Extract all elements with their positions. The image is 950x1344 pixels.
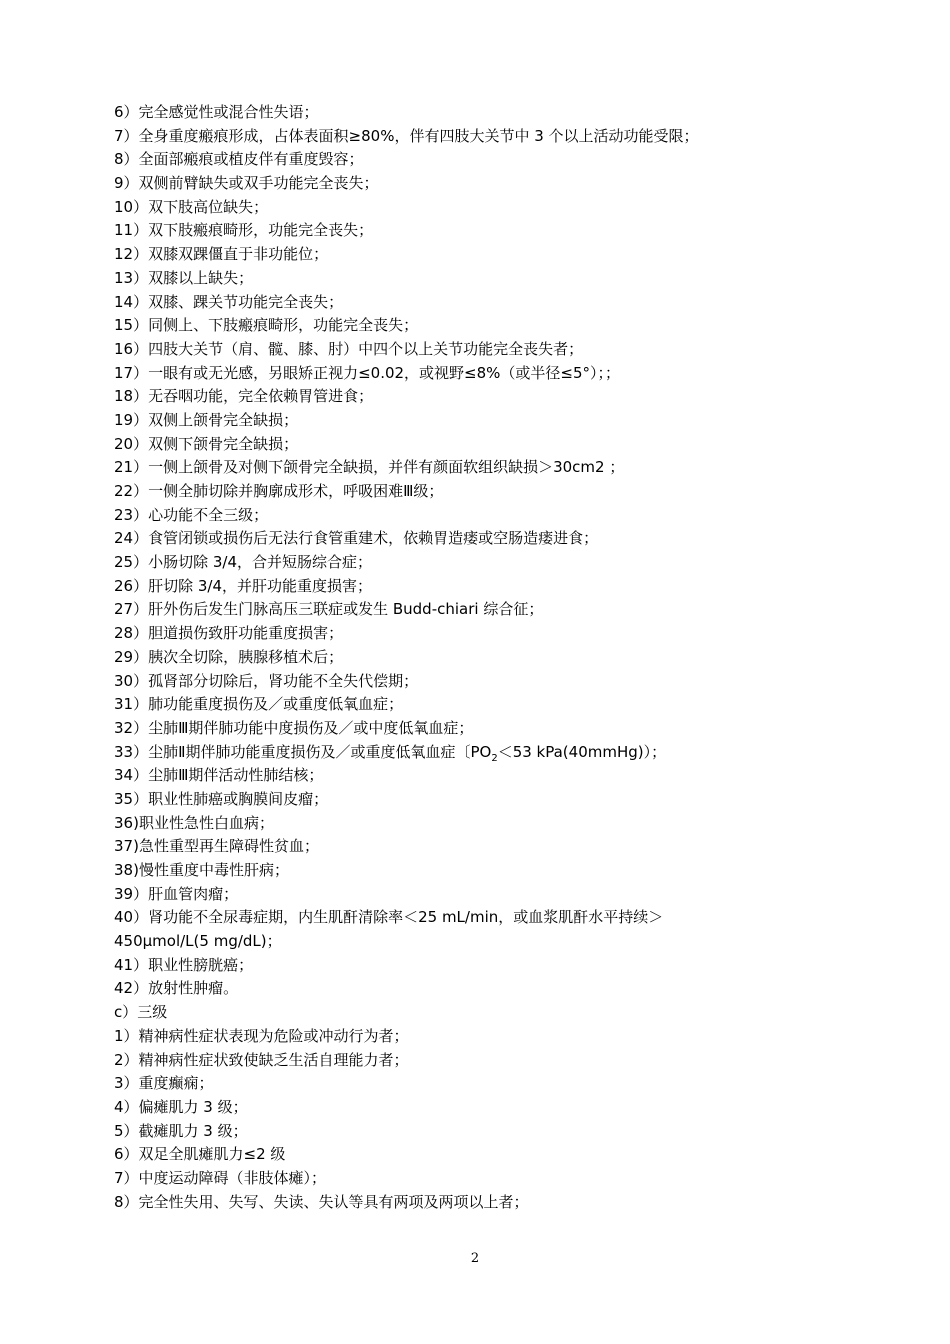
text-line: 26）肝切除 3/4，并肝功能重度损害； bbox=[114, 576, 372, 595]
text-line: 9）双侧前臂缺失或双手功能完全丧失； bbox=[114, 174, 379, 193]
text-line: 7）中度运动障碍（非肢体瘫）； bbox=[114, 1168, 327, 1187]
text-line: 15）同侧上、下肢瘢痕畸形，功能完全丧失； bbox=[114, 316, 419, 335]
subscript: 2 bbox=[491, 752, 498, 764]
text-line: 39）肝血管肉瘤； bbox=[114, 884, 239, 903]
text-line: 3）重度癫痫； bbox=[114, 1074, 214, 1093]
text-line: 27）肝外伤后发生门脉高压三联症或发生 Budd-chiari 综合征； bbox=[114, 600, 544, 619]
text-line: 12）双膝双踝僵直于非功能位； bbox=[114, 245, 329, 264]
text-line: 32）尘肺Ⅲ期伴肺功能中度损伤及／或中度低氧血症； bbox=[114, 718, 474, 737]
text-line: 19）双侧上颌骨完全缺损； bbox=[114, 410, 299, 429]
text-line: 29）胰次全切除，胰腺移植术后； bbox=[114, 647, 344, 666]
text-line: 22）一侧全肺切除并胸廓成形术，呼吸困难Ⅲ级； bbox=[114, 482, 444, 500]
text-line: 31）肺功能重度损伤及／或重度低氧血症； bbox=[114, 695, 404, 714]
text-line: 28）胆道损伤致肝功能重度损害； bbox=[114, 624, 344, 643]
text-line: 6）完全感觉性或混合性失语； bbox=[114, 103, 319, 121]
text-line: 30）孤肾部分切除后，肾功能不全失代偿期； bbox=[114, 671, 419, 690]
text-line: 36)职业性急性白血病； bbox=[114, 813, 274, 832]
text-line: 34）尘肺Ⅲ期伴活动性肺结核； bbox=[114, 766, 324, 785]
text-line: 41）职业性膀胱癌； bbox=[114, 955, 254, 974]
text-line: 21）一侧上颌骨及对侧下颌骨完全缺损，并伴有颜面软组织缺损＞30cm2 ； bbox=[114, 458, 625, 477]
text-line: 20）双侧下颌骨完全缺损； bbox=[114, 434, 299, 453]
text-line: 11）双下肢瘢痕畸形，功能完全丧失； bbox=[114, 221, 374, 240]
text-line: 17）一眼有或无光感，另眼矫正视力≤0.02，或视野≤8%（或半径≤5°）；； bbox=[114, 363, 621, 382]
text-line: 4）偏瘫肌力 3 级； bbox=[114, 1097, 248, 1116]
text-line: 35）职业性肺癌或胸膜间皮瘤； bbox=[114, 789, 329, 808]
text-line bbox=[114, 741, 834, 765]
text-line: c）三级 bbox=[114, 1003, 168, 1022]
text-line: 23）心功能不全三级； bbox=[114, 505, 269, 524]
text-line: 10）双下肢高位缺失； bbox=[114, 197, 269, 216]
text-line: 450μmol/L(5 mg/dL)； bbox=[114, 932, 282, 951]
text-line-segment: ＜53 kPa(40mmHg)）； bbox=[497, 742, 667, 761]
text-line: 38)慢性重度中毒性肝病； bbox=[114, 861, 289, 879]
text-line: 14）双膝、踝关节功能完全丧失； bbox=[114, 292, 344, 311]
text-line: 37)急性重型再生障碍性贫血； bbox=[114, 837, 319, 856]
text-line: 5）截瘫肌力 3 级； bbox=[114, 1121, 248, 1140]
text-line: 40）肾功能不全尿毒症期，内生肌酐清除率＜25 mL/min，或血浆肌酐水平持续＞ bbox=[114, 908, 664, 927]
text-line: 1）精神病性症状表现为危险或冲动行为者； bbox=[114, 1026, 409, 1045]
document-body bbox=[114, 101, 834, 1214]
text-line: 13）双膝以上缺失； bbox=[114, 268, 254, 287]
text-line: 18）无吞咽功能，完全依赖胃管进食； bbox=[114, 387, 374, 406]
text-line: 24）食管闭锁或损伤后无法行食管重建术，依赖胃造瘘或空肠造瘘进食； bbox=[114, 529, 599, 548]
text-line: 7）全身重度瘢痕形成，占体表面积≥80%，伴有四肢大关节中 3 个以上活动功能受限； bbox=[114, 126, 699, 145]
text-line: 16）四肢大关节（肩、髋、膝、肘）中四个以上关节功能完全丧失者； bbox=[114, 339, 584, 358]
text-line-segment: 33）尘肺Ⅱ期伴肺功能重度损伤及／或重度低氧血症〔PO bbox=[114, 742, 492, 761]
text-line: 8）全面部瘢痕或植皮伴有重度毁容； bbox=[114, 150, 364, 169]
page-number: 2 bbox=[470, 1251, 480, 1266]
text-line: 25）小肠切除 3/4，合并短肠综合症； bbox=[114, 553, 372, 572]
text-line: 2）精神病性症状致使缺乏生活自理能力者； bbox=[114, 1050, 409, 1069]
text-line: 8）完全性失用、失写、失读、失认等具有两项及两项以上者； bbox=[114, 1192, 529, 1211]
text-line: 42）放射性肿瘤。 bbox=[114, 979, 239, 998]
text-line: 6）双足全肌瘫肌力≤2 级 bbox=[114, 1145, 286, 1164]
